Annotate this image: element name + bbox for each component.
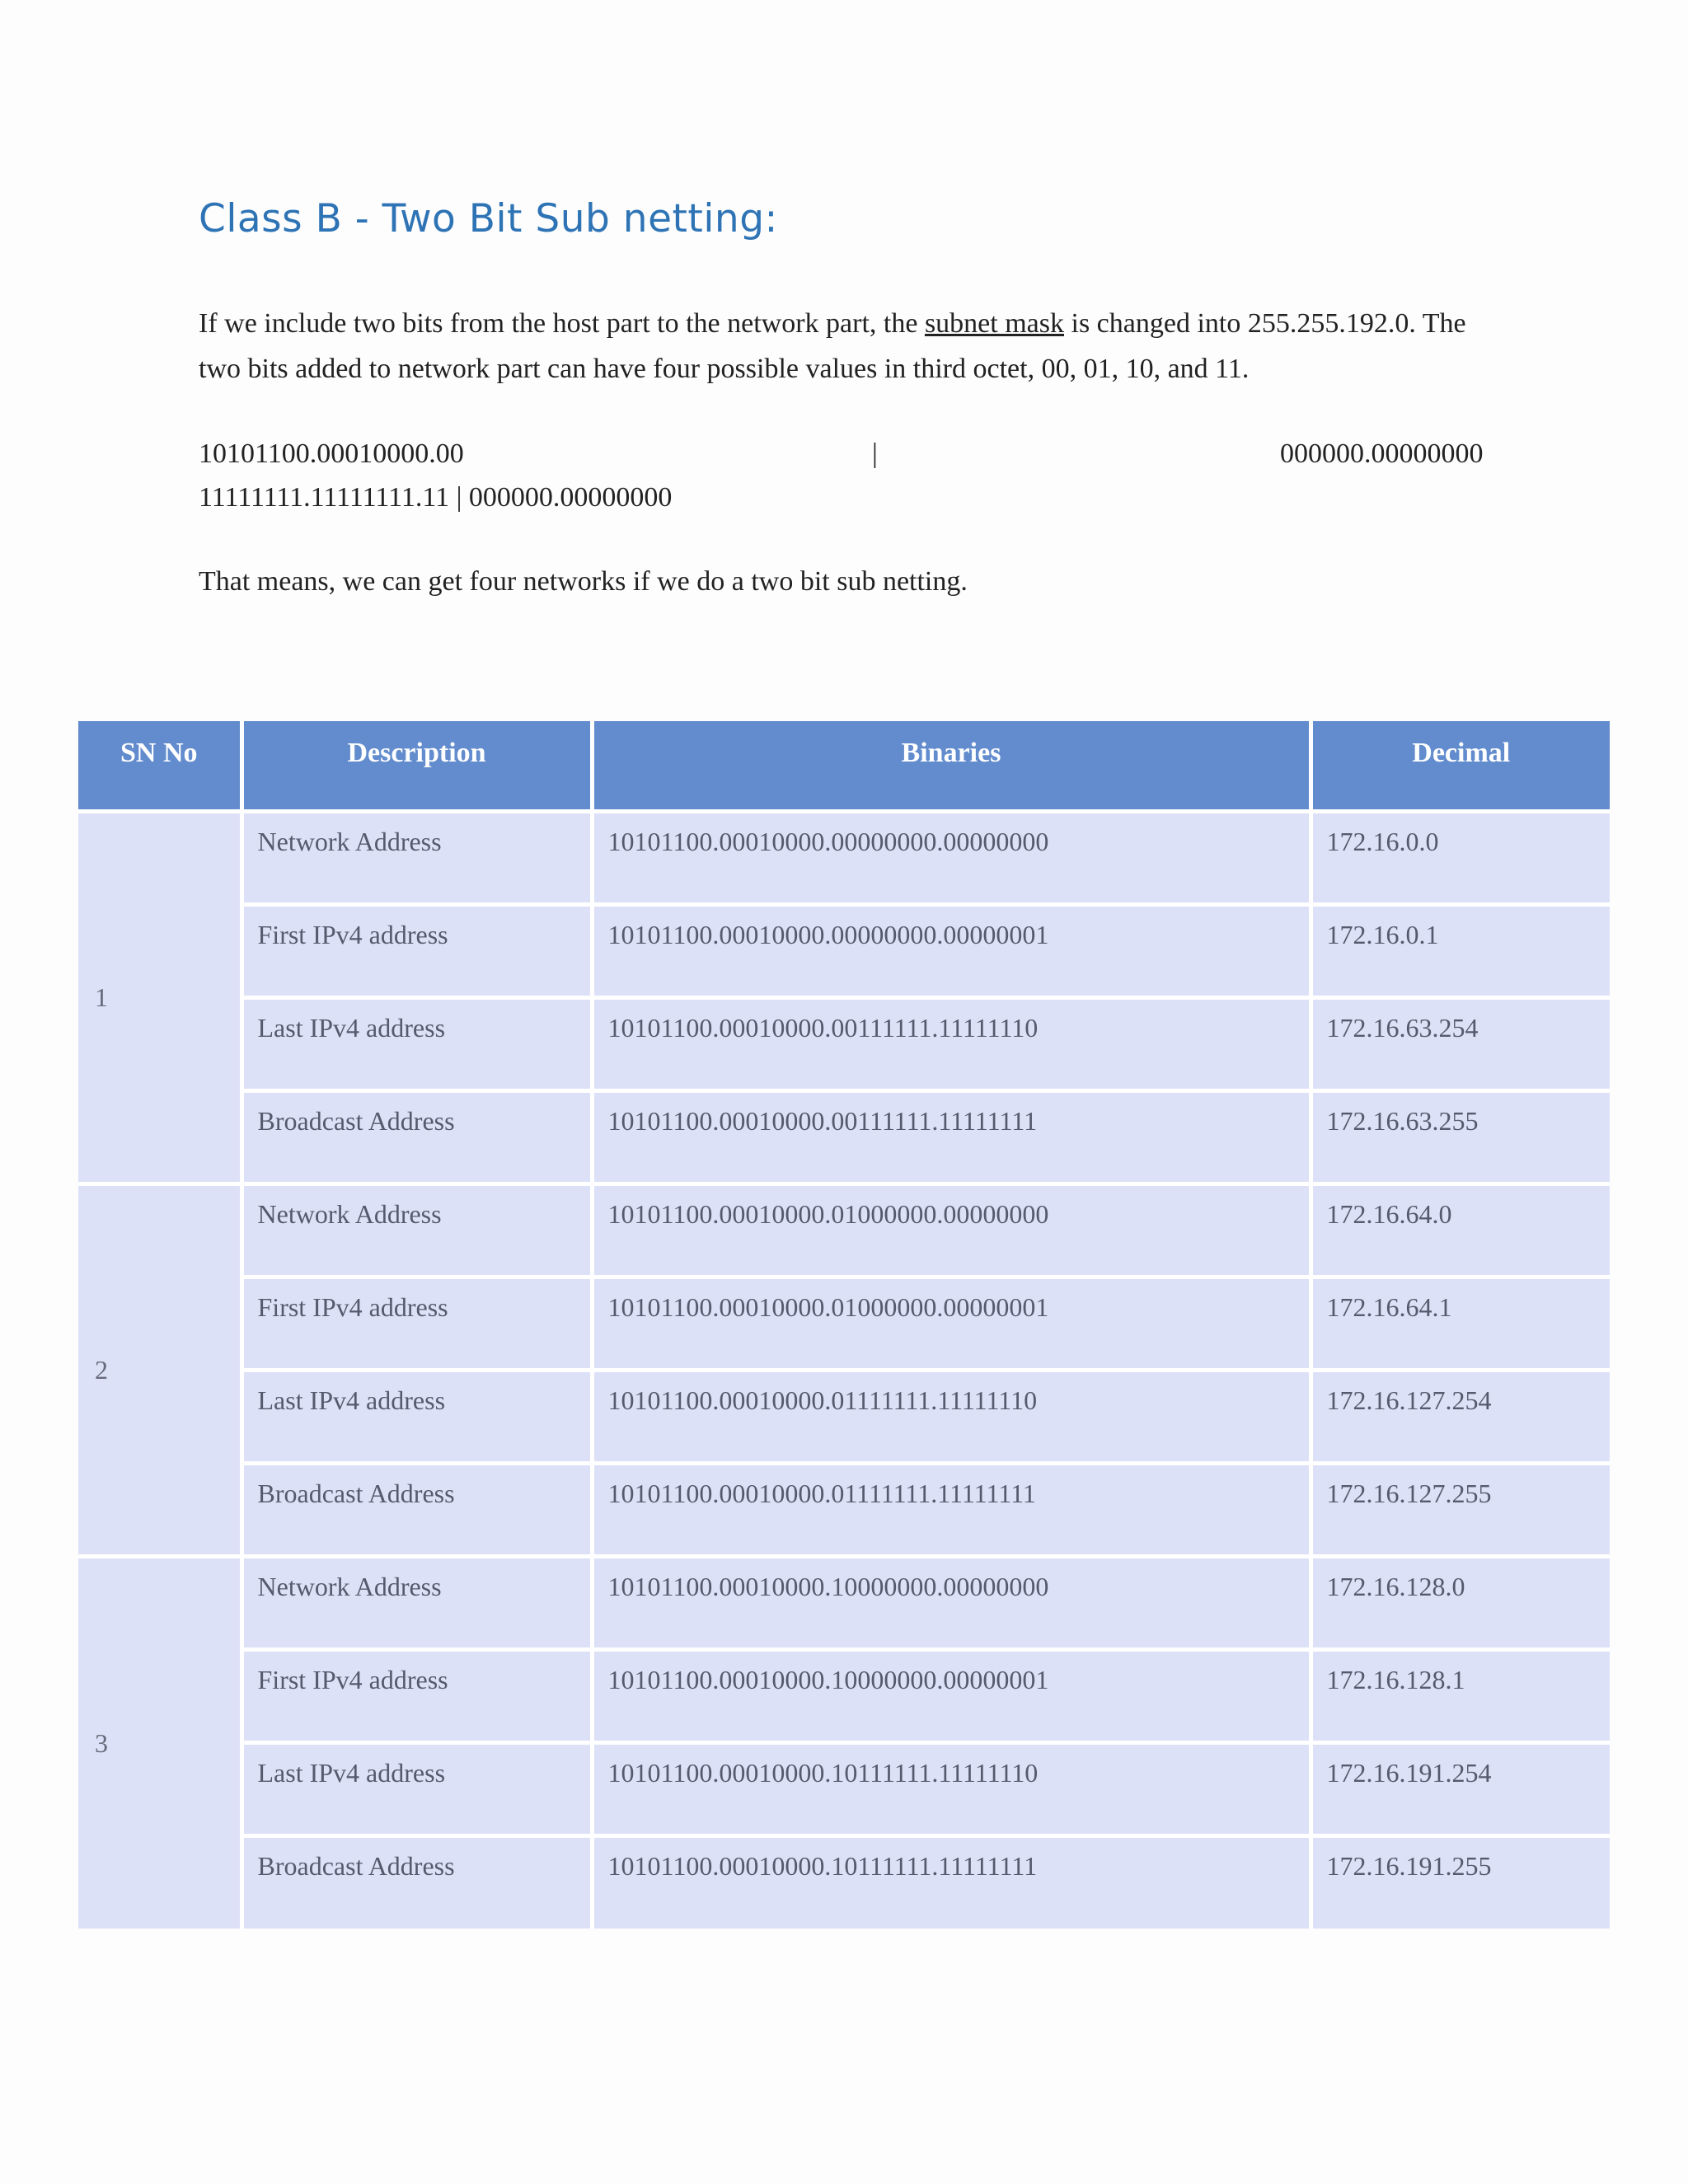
table-row — [78, 1183, 1610, 1277]
header-description: Description — [241, 721, 592, 811]
subnet-mask-link[interactable]: subnet mask — [924, 308, 1064, 339]
table-row — [78, 1649, 1610, 1742]
binary-cell: 10101100.00010000.01000000.00000001 — [592, 1277, 1311, 1370]
page-title: Class B - Two Bit Sub netting: — [199, 196, 778, 241]
description-cell: Network Address — [241, 811, 592, 904]
decimal-cell: 172.16.64.1 — [1311, 1277, 1610, 1370]
table-row — [78, 1556, 1610, 1649]
description-cell: Broadcast Address — [241, 1463, 592, 1556]
description-cell: Broadcast Address — [241, 1835, 592, 1929]
binary-cell: 10101100.00010000.01000000.00000000 — [592, 1183, 1311, 1277]
description-cell: First IPv4 address — [241, 904, 592, 997]
table-row — [78, 1835, 1610, 1929]
subnet-table — [78, 721, 1610, 1929]
decimal-cell: 172.16.191.255 — [1311, 1835, 1610, 1929]
header-binaries: Binaries — [592, 721, 1311, 811]
decimal-cell: 172.16.191.254 — [1311, 1742, 1610, 1835]
decimal-cell: 172.16.0.0 — [1311, 811, 1610, 904]
table-row — [78, 811, 1610, 904]
table-row — [78, 1370, 1610, 1463]
description-cell: Network Address — [241, 1556, 592, 1649]
table-row — [78, 1277, 1610, 1370]
binary-cell: 10101100.00010000.00111111.11111110 — [592, 997, 1311, 1090]
decimal-cell: 172.16.63.254 — [1311, 997, 1610, 1090]
header-decimal: Decimal — [1311, 721, 1610, 811]
description-cell: Network Address — [241, 1183, 592, 1277]
binary-cell: 10101100.00010000.00000000.00000001 — [592, 904, 1311, 997]
ip-binary-separator: | — [872, 438, 878, 469]
decimal-cell: 172.16.127.254 — [1311, 1370, 1610, 1463]
binary-cell: 10101100.00010000.01111111.11111110 — [592, 1370, 1311, 1463]
binary-cell: 10101100.00010000.10111111.11111110 — [592, 1742, 1311, 1835]
decimal-cell: 172.16.128.0 — [1311, 1556, 1610, 1649]
table-row — [78, 1090, 1610, 1183]
binary-cell: 10101100.00010000.10111111.11111111 — [592, 1835, 1311, 1929]
description-cell: Last IPv4 address — [241, 997, 592, 1090]
ip-binary-network-part: 10101100.00010000.00 — [199, 438, 464, 469]
decimal-cell: 172.16.64.0 — [1311, 1183, 1610, 1277]
binary-cell: 10101100.00010000.00111111.11111111 — [592, 1090, 1311, 1183]
table-row — [78, 904, 1610, 997]
description-cell: Last IPv4 address — [241, 1370, 592, 1463]
header-sn-no: SN No — [78, 721, 241, 811]
description-cell: First IPv4 address — [241, 1277, 592, 1370]
sn-cell: 1 — [78, 811, 241, 1183]
description-cell: Last IPv4 address — [241, 1742, 592, 1835]
binary-cell: 10101100.00010000.10000000.00000000 — [592, 1556, 1311, 1649]
subnet-mask-binary: 11111111.11111111.11 | 000000.00000000 — [199, 482, 673, 513]
binary-cell: 10101100.00010000.10000000.00000001 — [592, 1649, 1311, 1742]
description-cell: Broadcast Address — [241, 1090, 592, 1183]
table-row — [78, 1742, 1610, 1835]
description-cell: First IPv4 address — [241, 1649, 592, 1742]
conclusion-paragraph: That means, we can get four networks if we do a two bit sub netting. — [199, 566, 968, 597]
table-row — [78, 1463, 1610, 1556]
decimal-cell: 172.16.128.1 — [1311, 1649, 1610, 1742]
table-header-row — [78, 721, 1610, 811]
decimal-cell: 172.16.0.1 — [1311, 904, 1610, 997]
intro-paragraph — [199, 301, 1493, 391]
binary-cell: 10101100.00010000.00000000.00000000 — [592, 811, 1311, 904]
sn-cell: 2 — [78, 1183, 241, 1556]
intro-text-1: If we include two bits from the host part to the network part, the — [199, 308, 925, 339]
decimal-cell: 172.16.63.255 — [1311, 1090, 1610, 1183]
binary-cell: 10101100.00010000.01111111.11111111 — [592, 1463, 1311, 1556]
decimal-cell: 172.16.127.255 — [1311, 1463, 1610, 1556]
intro-text-2: is changed into 255.255.192.0. The two bits added to network part can have four possible values in third octet, 00, 01, 10, and 11. — [199, 308, 1466, 384]
table-row — [78, 997, 1610, 1090]
ip-binary-host-part: 000000.00000000 — [1280, 438, 1484, 469]
sn-cell: 3 — [78, 1556, 241, 1929]
